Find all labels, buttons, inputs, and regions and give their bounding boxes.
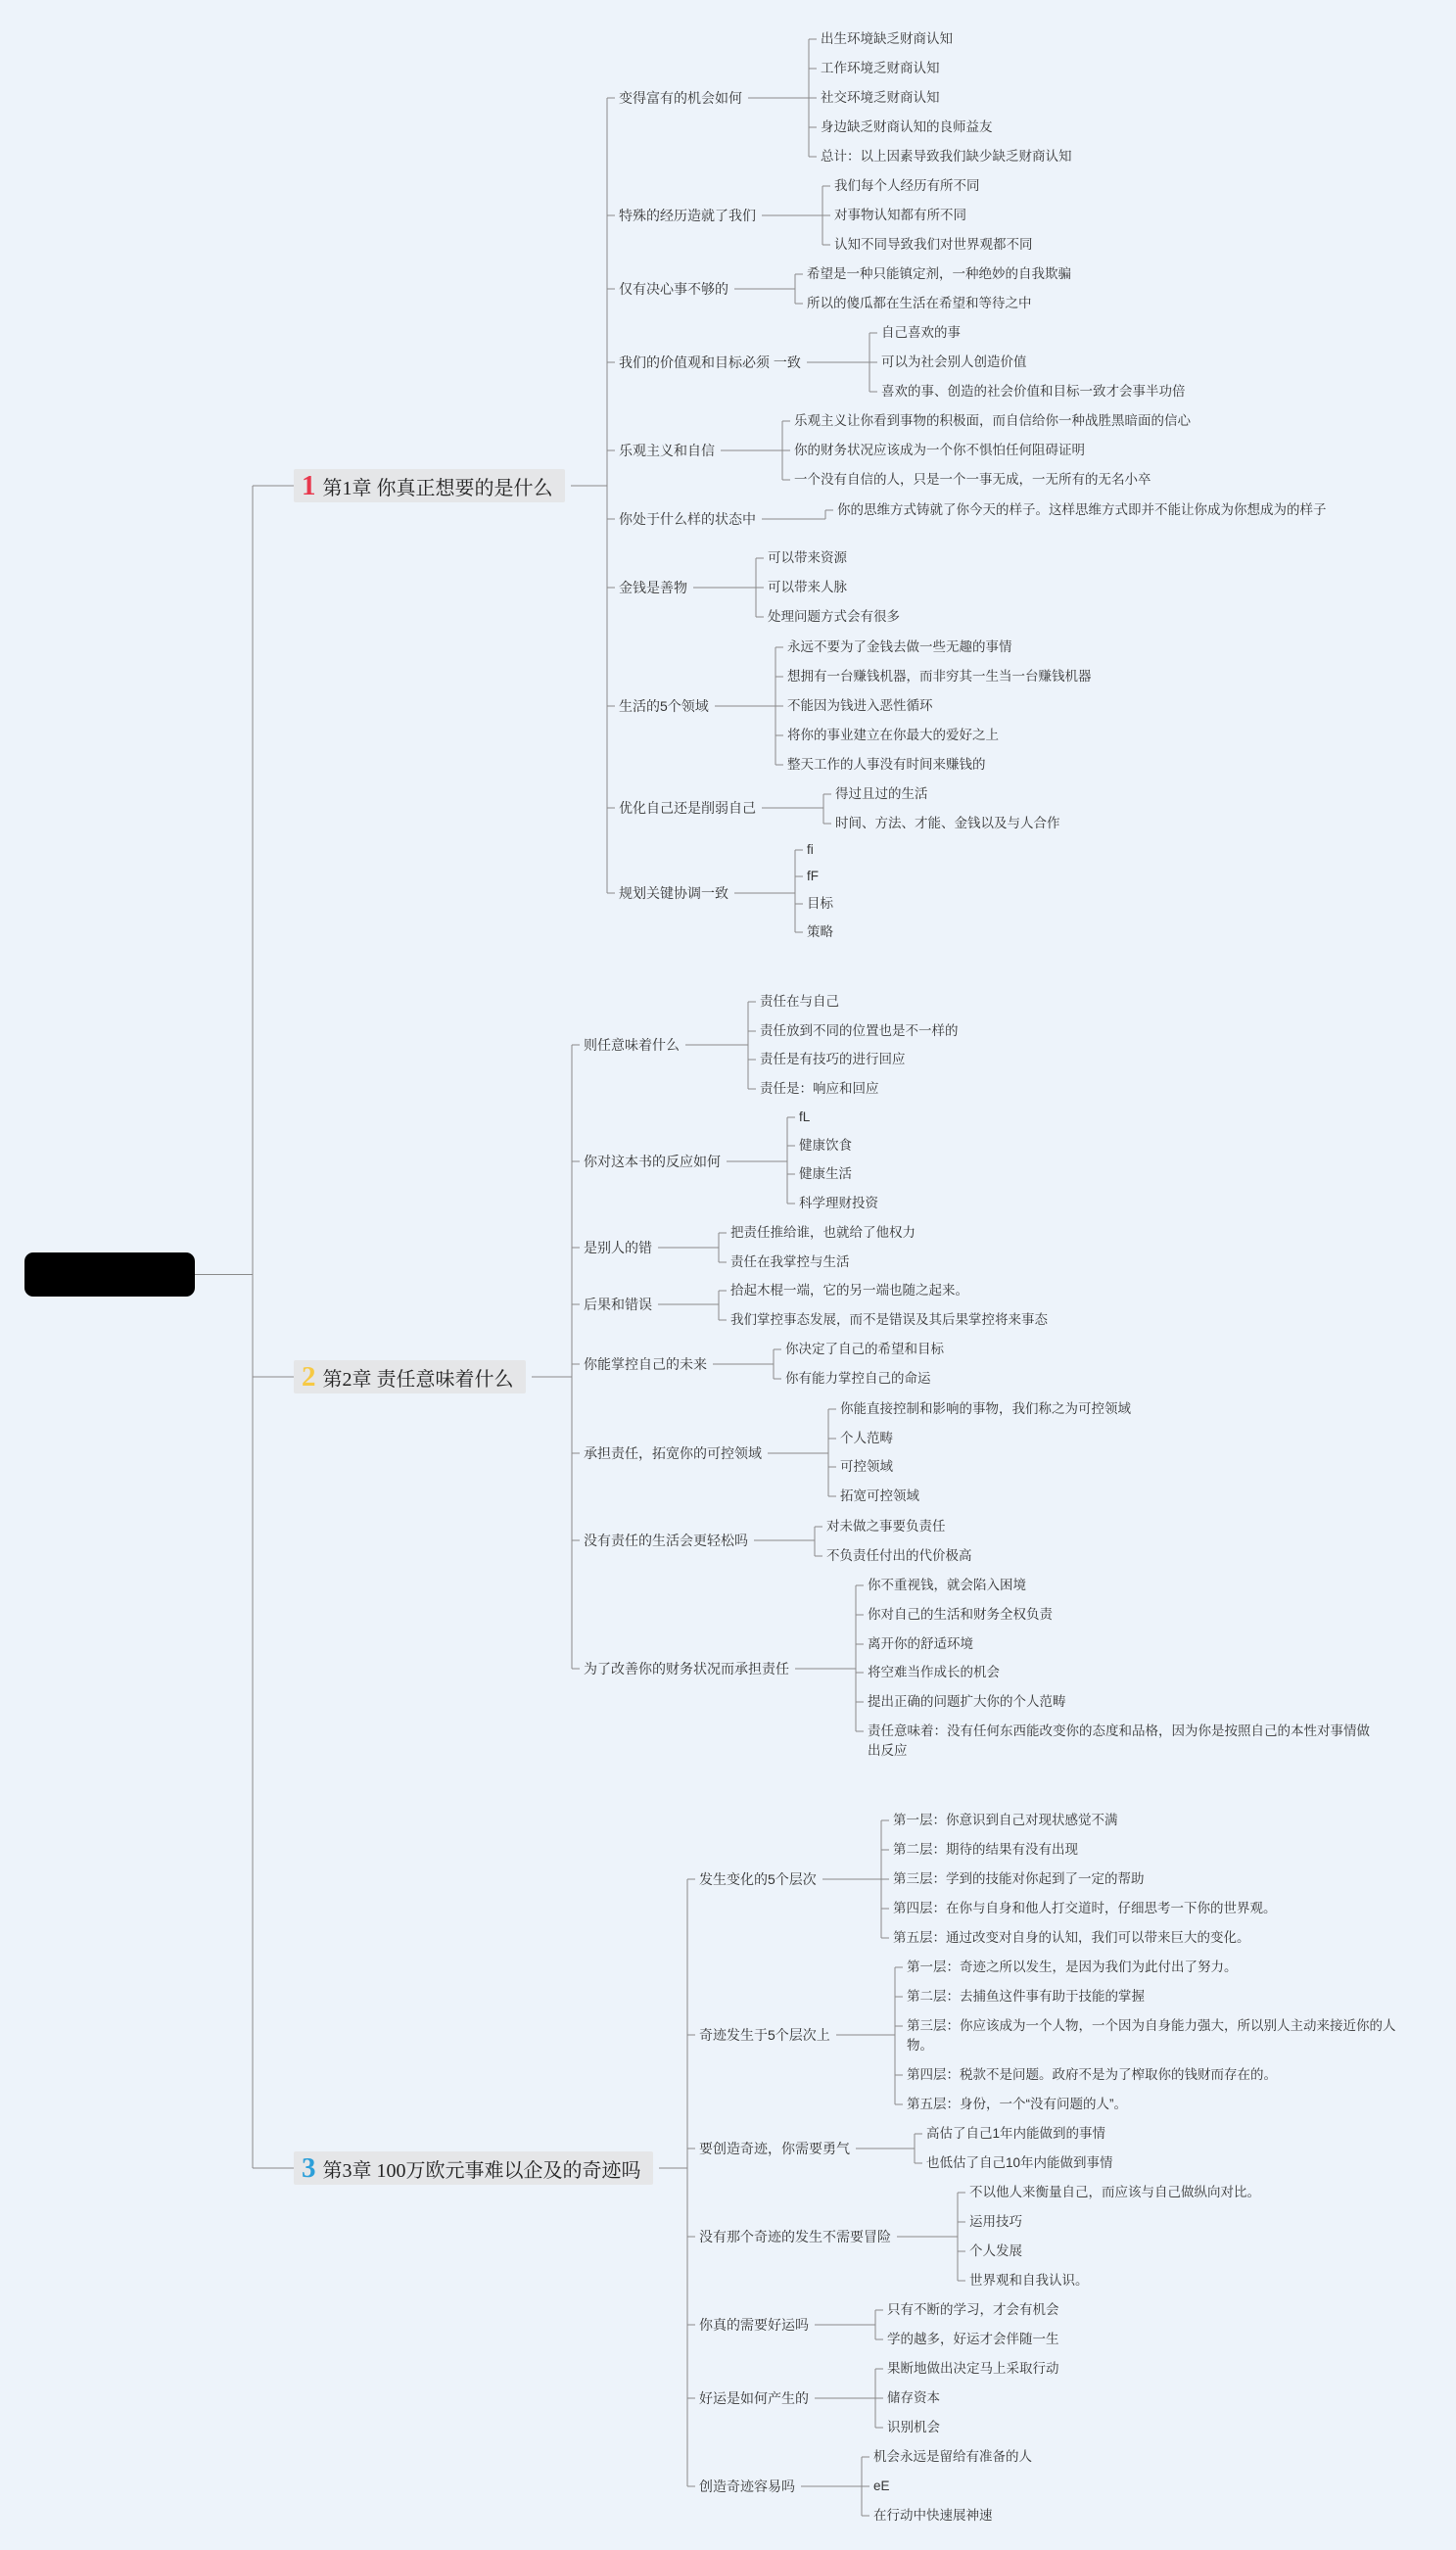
branch-1-9[interactable]: 优化自己还是削弱自己 — [619, 800, 756, 816]
branch-1-10[interactable]: 规划关键协调一致 — [619, 885, 728, 901]
chapter-title: 第2章 责任意味着什么 — [322, 1368, 514, 1391]
leaf-1-10-2[interactable]: fF — [807, 869, 819, 883]
leaf-3-1-1[interactable]: 第一层：你意识到自己对现状感觉不满 — [893, 1813, 1118, 1827]
branch-3-7[interactable]: 创造奇迹容易吗 — [699, 2479, 795, 2494]
leaf-2-2-1[interactable]: fL — [799, 1110, 811, 1124]
leaf-3-6-1[interactable]: 果断地做出决定马上采取行动 — [887, 2361, 1059, 2376]
branch-3-2[interactable]: 奇迹发生于5个层次上 — [699, 2027, 830, 2043]
leaf-2-4-2[interactable]: 我们掌控事态发展，而不是错误及其后果掌控将来事态 — [730, 1312, 1048, 1327]
leaf-3-2-4[interactable]: 第四层：税款不是问题。政府不是为了榨取你的钱财而存在的。 — [907, 2067, 1277, 2082]
chapter-number: 1 — [302, 470, 316, 501]
leaf-1-7-3[interactable]: 处理问题方式会有很多 — [768, 609, 900, 624]
leaf-2-6-1[interactable]: 你能直接控制和影响的事物，我们称之为可控领域 — [840, 1401, 1131, 1416]
branch-2-4[interactable]: 后果和错误 — [584, 1297, 652, 1312]
branch-2-8[interactable]: 为了改善你的财务状况而承担责任 — [584, 1661, 789, 1676]
leaf-1-10-1[interactable]: fi — [807, 842, 814, 857]
branch-2-6[interactable]: 承担责任，拓宽你的可控领域 — [584, 1445, 762, 1461]
chapter-3-node[interactable] — [294, 2151, 653, 2185]
leaf-2-2-4[interactable]: 科学理财投资 — [799, 1196, 878, 1210]
leaf-2-8-2[interactable]: 你对自己的生活和财务全权负责 — [868, 1607, 1053, 1622]
branch-3-3[interactable]: 要创造奇迹，你需要勇气 — [699, 2141, 850, 2156]
leaf-3-6-3[interactable]: 识别机会 — [887, 2420, 940, 2434]
leaf-1-4-1[interactable]: 自己喜欢的事 — [881, 325, 961, 340]
leaf-3-5-2[interactable]: 学的越多，好运才会伴随一生 — [887, 2332, 1059, 2346]
branch-2-1[interactable]: 则任意味着什么 — [584, 1037, 680, 1053]
leaf-1-6-1[interactable]: 你的思维方式铸就了你今天的样子。这样思维方式即并不能让你成为你想成为的样子 — [837, 502, 1327, 517]
leaf-1-2-1[interactable]: 我们每个人经历有所不同 — [834, 178, 980, 193]
leaf-3-7-3[interactable]: 在行动中快速展神速 — [873, 2508, 993, 2523]
leaf-3-1-5[interactable]: 第五层：通过改变对自身的认知，我们可以带来巨大的变化。 — [893, 1930, 1250, 1945]
branch-1-1[interactable]: 变得富有的机会如何 — [619, 90, 742, 106]
branch-3-5[interactable]: 你真的需要好运吗 — [699, 2317, 809, 2333]
leaf-3-4-4[interactable]: 世界观和自我认识。 — [969, 2273, 1089, 2288]
leaf-1-1-3[interactable]: 社交环境乏财商认知 — [821, 90, 940, 105]
branch-2-7[interactable]: 没有责任的生活会更轻松吗 — [584, 1533, 748, 1548]
leaf-2-6-4[interactable]: 拓宽可控领域 — [840, 1488, 919, 1503]
leaf-1-8-5[interactable]: 整天工作的人事没有时间来赚钱的 — [787, 757, 986, 772]
leaf-1-7-2[interactable]: 可以带来人脉 — [768, 580, 847, 594]
branch-3-6[interactable]: 好运是如何产生的 — [699, 2390, 809, 2406]
leaf-1-3-2[interactable]: 所以的傻瓜都在生活在希望和等待之中 — [807, 296, 1032, 310]
leaf-2-1-2[interactable]: 责任放到不同的位置也是不一样的 — [760, 1023, 959, 1038]
branch-1-5[interactable]: 乐观主义和自信 — [619, 443, 715, 458]
branch-2-2[interactable]: 你对这本书的反应如何 — [584, 1154, 721, 1169]
leaf-1-10-3[interactable]: 目标 — [807, 896, 833, 911]
leaf-1-5-2[interactable]: 你的财务状况应该成为一个你不惧怕任何阻碍证明 — [794, 443, 1085, 457]
leaf-2-3-2[interactable]: 责任在我掌控与生活 — [730, 1254, 850, 1269]
leaf-3-1-3[interactable]: 第三层：学到的技能对你起到了一定的帮助 — [893, 1871, 1145, 1886]
leaf-2-6-3[interactable]: 可控领域 — [840, 1459, 893, 1474]
branch-1-6[interactable]: 你处于什么样的状态中 — [619, 511, 756, 527]
leaf-2-8-1[interactable]: 你不重视钱，就会陷入困境 — [868, 1578, 1026, 1592]
leaf-1-3-1[interactable]: 希望是一种只能镇定剂，一种绝妙的自我欺骗 — [807, 266, 1071, 281]
branch-2-3[interactable]: 是别人的错 — [584, 1240, 652, 1255]
branch-1-3[interactable]: 仅有决心事不够的 — [619, 281, 728, 297]
branch-1-8[interactable]: 生活的5个领域 — [619, 698, 709, 714]
leaf-2-3-1[interactable]: 把责任推给谁，也就给了他权力 — [730, 1225, 916, 1240]
leaf-2-4-1[interactable]: 拾起木棍一端，它的另一端也随之起来。 — [730, 1283, 968, 1298]
leaf-3-7-1[interactable]: 机会永远是留给有准备的人 — [873, 2449, 1032, 2464]
branch-3-4[interactable]: 没有那个奇迹的发生不需要冒险 — [699, 2229, 891, 2244]
branch-2-5[interactable]: 你能掌控自己的未来 — [584, 1356, 707, 1372]
chapter-2-node[interactable] — [294, 1360, 526, 1393]
leaf-1-8-4[interactable]: 将你的事业建立在你最大的爱好之上 — [787, 728, 999, 742]
chapter-title: 第1章 你真正想要的是什么 — [322, 477, 553, 499]
leaf-1-8-1[interactable]: 永远不要为了金钱去做一些无趣的事情 — [787, 639, 1012, 654]
leaf-3-2-1[interactable]: 第一层：奇迹之所以发生，是因为我们为此付出了努力。 — [907, 1960, 1238, 1974]
chapter-number: 2 — [302, 1361, 316, 1393]
chapter-number: 3 — [302, 2152, 316, 2184]
leaf-1-1-4[interactable]: 身边缺乏财商认知的良师益友 — [821, 119, 993, 134]
leaf-3-4-1[interactable]: 不以他人来衡量自己，而应该与自己做纵向对比。 — [969, 2185, 1260, 2199]
root-node[interactable] — [24, 1252, 195, 1297]
leaf-2-8-3[interactable]: 离开你的舒适环境 — [868, 1636, 973, 1651]
leaf-1-7-1[interactable]: 可以带来资源 — [768, 550, 847, 565]
chapter-title: 第3章 100万欧元事难以企及的奇迹吗 — [322, 2159, 641, 2182]
leaf-1-8-2[interactable]: 想拥有一台赚钱机器，而非穷其一生当一台赚钱机器 — [787, 669, 1092, 684]
leaf-2-6-2[interactable]: 个人范畴 — [840, 1431, 893, 1445]
leaf-1-4-2[interactable]: 可以为社会别人创造价值 — [881, 354, 1027, 369]
leaf-3-7-2[interactable]: eE — [873, 2479, 890, 2493]
leaf-2-2-2[interactable]: 健康饮食 — [799, 1138, 852, 1153]
leaf-2-8-5[interactable]: 提出正确的问题扩大你的个人范畴 — [868, 1694, 1066, 1709]
leaf-3-2-2[interactable]: 第二层：去捕鱼这件事有助于技能的掌握 — [907, 1989, 1145, 2004]
leaf-1-9-2[interactable]: 时间、方法、才能、金钱以及与人合作 — [835, 816, 1060, 830]
leaf-1-9-1[interactable]: 得过且过的生活 — [835, 786, 928, 801]
leaf-3-1-2[interactable]: 第二层：期待的结果有没有出现 — [893, 1842, 1078, 1857]
leaf-2-1-3[interactable]: 责任是有技巧的进行回应 — [760, 1052, 906, 1066]
branch-1-4[interactable]: 我们的价值观和目标必须 一致 — [619, 354, 801, 370]
leaf-1-1-2[interactable]: 工作环境乏财商认知 — [821, 61, 940, 75]
leaf-2-8-6[interactable]: 责任意味着：没有任何东西能改变你的态度和品格，因为你是按照自己的本性对事情做出反应 — [868, 1724, 1370, 1758]
leaf-2-7-2[interactable]: 不负责任付出的代价极高 — [826, 1548, 972, 1563]
leaf-3-1-4[interactable]: 第四层：在你与自身和他人打交道时，仔细思考一下你的世界观。 — [893, 1901, 1277, 1915]
branch-1-7[interactable]: 金钱是善物 — [619, 580, 687, 595]
leaf-3-3-1[interactable]: 高估了自己1年内能做到的事情 — [926, 2126, 1106, 2141]
leaf-2-5-1[interactable]: 你决定了自己的希望和目标 — [785, 1342, 944, 1356]
leaf-1-5-1[interactable]: 乐观主义让你看到事物的积极面，而自信给你一种战胜黑暗面的信心 — [794, 413, 1191, 428]
leaf-3-4-3[interactable]: 个人发展 — [969, 2243, 1022, 2258]
leaf-1-4-3[interactable]: 喜欢的事、创造的社会价值和目标一致才会事半功倍 — [881, 384, 1186, 399]
leaf-3-2-5[interactable]: 第五层：身份，一个“没有问题的人”。 — [907, 2097, 1127, 2111]
leaf-1-8-3[interactable]: 不能因为钱进入恶性循环 — [787, 698, 933, 713]
leaf-2-2-3[interactable]: 健康生活 — [799, 1166, 852, 1181]
leaf-1-1-1[interactable]: 出生环境缺乏财商认知 — [821, 31, 953, 46]
branch-3-1[interactable]: 发生变化的5个层次 — [699, 1871, 817, 1887]
leaf-1-2-3[interactable]: 认知不同导致我们对世界观都不同 — [834, 237, 1033, 252]
leaf-3-6-2[interactable]: 储存资本 — [887, 2390, 940, 2405]
leaf-2-7-1[interactable]: 对未做之事要负责任 — [826, 1519, 946, 1534]
leaf-2-5-2[interactable]: 你有能力掌控自己的命运 — [785, 1371, 931, 1386]
leaf-3-4-2[interactable]: 运用技巧 — [969, 2214, 1022, 2229]
leaf-2-1-1[interactable]: 责任在与自己 — [760, 994, 839, 1009]
branch-1-2[interactable]: 特殊的经历造就了我们 — [619, 208, 756, 223]
chapter-1-node[interactable] — [294, 469, 565, 502]
leaf-2-8-4[interactable]: 将空难当作成长的机会 — [868, 1665, 1000, 1679]
leaf-1-10-4[interactable]: 策略 — [807, 924, 833, 939]
leaf-1-2-2[interactable]: 对事物认知都有所不同 — [834, 208, 966, 222]
leaf-2-1-4[interactable]: 责任是：响应和回应 — [760, 1081, 879, 1096]
leaf-1-5-3[interactable]: 一个没有自信的人，只是一个一事无成，一无所有的无名小卒 — [794, 472, 1151, 487]
leaf-3-3-2[interactable]: 也低估了自己10年内能做到事情 — [926, 2155, 1113, 2170]
leaf-1-1-5[interactable]: 总计：以上因素导致我们缺少缺乏财商认知 — [821, 149, 1072, 164]
leaf-3-2-3[interactable]: 第三层：你应该成为一个人物，一个因为自身能力强大，所以别人主动来接近你的人物。 — [907, 2018, 1396, 2053]
leaf-3-5-1[interactable]: 只有不断的学习，才会有机会 — [887, 2302, 1059, 2317]
